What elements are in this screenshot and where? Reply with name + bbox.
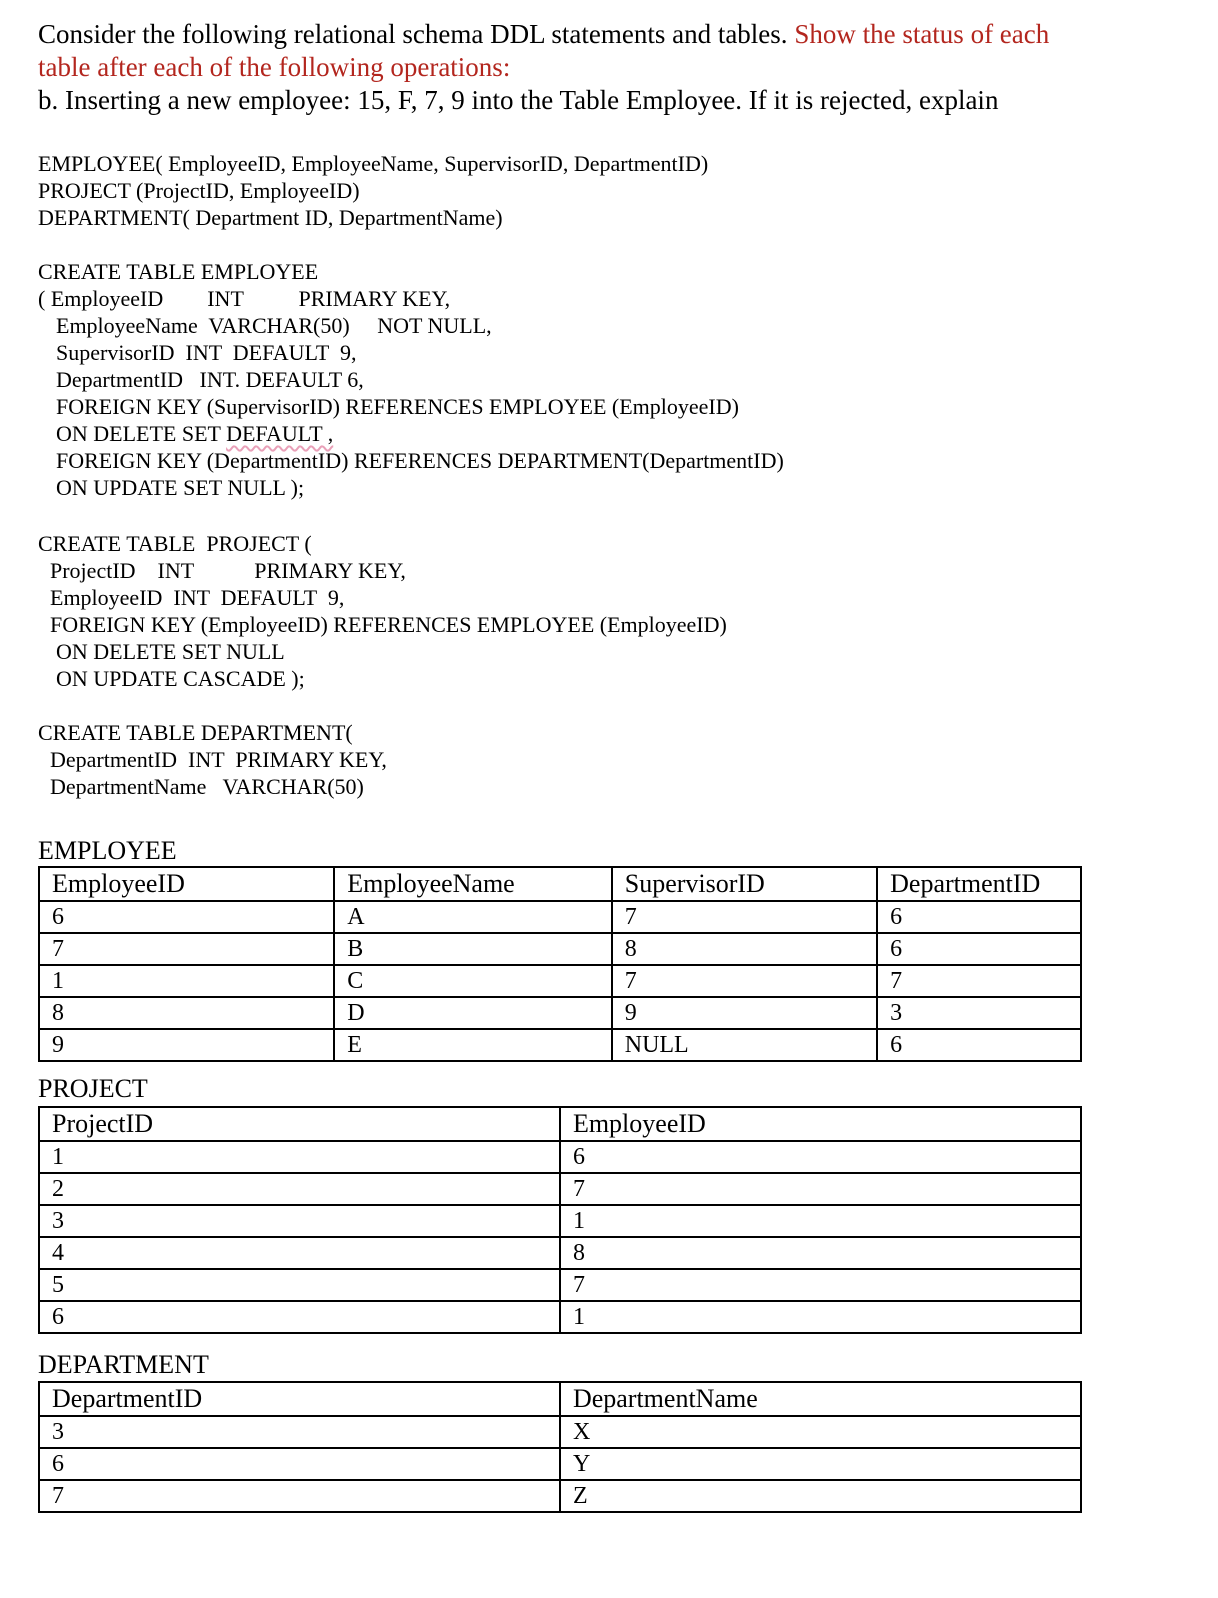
table-row [39,933,1081,965]
table-row [39,1141,1081,1173]
table-cell: 9 [612,997,877,1029]
table-cell: 7 [877,965,1081,997]
table-row [39,1301,1081,1333]
table-row [39,1029,1081,1061]
table-cell: 7 [612,965,877,997]
column-header: EmployeeID [560,1107,1081,1141]
ddl-employee [38,258,784,501]
table-cell: 1 [560,1301,1081,1333]
table-cell: 9 [39,1029,334,1061]
ddl-line: DepartmentName VARCHAR(50) [50,774,364,799]
table-cell: 8 [612,933,877,965]
ddl-project [38,530,727,692]
table-header-row [39,1107,1081,1141]
table-cell: 3 [39,1205,560,1237]
column-header: DepartmentID [39,1382,560,1416]
table-row [39,901,1081,933]
ddl-line: FOREIGN KEY (DepartmentID) REFERENCES DEPARTMENT(DepartmentID) [56,448,784,473]
ddl-line: DepartmentID INT. DEFAULT 6, [56,367,364,392]
table-cell: 8 [39,997,334,1029]
schema-line: DEPARTMENT( Department ID, DepartmentName) [38,205,503,230]
table-header-row [39,867,1081,901]
ddl-line: EmployeeID INT DEFAULT 9, [50,585,345,610]
table-cell: E [334,1029,612,1061]
table-cell: 3 [39,1416,560,1448]
department-table-title: DEPARTMENT [38,1350,209,1379]
table-row [39,1173,1081,1205]
ddl-line: EmployeeName VARCHAR(50) NOT NULL, [56,313,492,338]
table-cell: NULL [612,1029,877,1061]
table-cell: 1 [560,1205,1081,1237]
schema-line: EMPLOYEE( EmployeeID, EmployeeName, SupervisorID, DepartmentID) [38,151,709,176]
column-header: EmployeeName [334,867,612,901]
table-cell: Z [560,1480,1081,1512]
question-line-1-black: Consider the following relational schema DDL statements and tables. [38,19,795,49]
table-cell: 6 [39,901,334,933]
ddl-spellcheck-fragment: DEFAULT , [226,421,334,446]
table-cell: 4 [39,1237,560,1269]
table-row [39,1448,1081,1480]
table-cell: B [334,933,612,965]
table-cell: 6 [560,1141,1081,1173]
table-cell: 7 [39,933,334,965]
ddl-fragment: ON DELETE SET [56,421,227,446]
project-table-title: PROJECT [38,1074,148,1103]
table-cell: 6 [39,1301,560,1333]
table-cell: X [560,1416,1081,1448]
ddl-line: SupervisorID INT DEFAULT 9, [56,340,357,365]
column-header: SupervisorID [612,867,877,901]
table-cell: 6 [877,1029,1081,1061]
table-cell: 3 [877,997,1081,1029]
ddl-line: ON UPDATE SET NULL ); [56,475,305,500]
column-header: EmployeeID [39,867,334,901]
table-cell: 8 [560,1237,1081,1269]
department-table [38,1381,1082,1513]
table-cell: 7 [560,1173,1081,1205]
table-cell: 7 [560,1269,1081,1301]
table-row [39,1480,1081,1512]
table-cell: C [334,965,612,997]
ddl-line: DepartmentID INT PRIMARY KEY, [50,747,387,772]
table-header-row [39,1382,1081,1416]
ddl-line: ON DELETE SET NULL [56,639,285,664]
project-table [38,1106,1082,1334]
schema-line: PROJECT (ProjectID, EmployeeID) [38,178,360,203]
table-cell: 2 [39,1173,560,1205]
ddl-line: ProjectID INT PRIMARY KEY, [50,558,406,583]
ddl-line: FOREIGN KEY (EmployeeID) REFERENCES EMPLOYEE (EmployeeID) [50,612,727,637]
table-cell: 7 [612,901,877,933]
table-cell: 6 [877,933,1081,965]
ddl-line: FOREIGN KEY (SupervisorID) REFERENCES EMPLOYEE (EmployeeID) [56,394,739,419]
table-row [39,997,1081,1029]
ddl-department [38,719,387,800]
employee-table-title: EMPLOYEE [38,836,177,865]
question-line-1 [38,18,1198,51]
table-cell: D [334,997,612,1029]
table-cell: A [334,901,612,933]
question-text [38,18,1198,117]
table-row [39,1416,1081,1448]
table-cell: Y [560,1448,1081,1480]
ddl-line: CREATE TABLE PROJECT ( [38,531,312,556]
question-line-1-red: Show the status of each [794,19,1050,49]
table-cell: 6 [877,901,1081,933]
ddl-line: ON UPDATE CASCADE ); [56,666,305,691]
schema-summary [38,150,708,231]
table-row [39,965,1081,997]
ddl-line: CREATE TABLE DEPARTMENT( [38,720,353,745]
table-cell: 1 [39,965,334,997]
question-line-3: b. Inserting a new employee: 15, F, 7, 9 into the Table Employee. If it is rejected, explain [38,85,999,115]
table-cell: 5 [39,1269,560,1301]
column-header: DepartmentID [877,867,1081,901]
table-cell: 7 [39,1480,560,1512]
question-line-2: table after each of the following operations: [38,52,511,82]
column-header: ProjectID [39,1107,560,1141]
table-row [39,1237,1081,1269]
ddl-line: CREATE TABLE EMPLOYEE [38,259,319,284]
column-header: DepartmentName [560,1382,1081,1416]
table-row [39,1269,1081,1301]
ddl-line: ( EmployeeID INT PRIMARY KEY, [38,286,451,311]
table-row [39,1205,1081,1237]
table-cell: 6 [39,1448,560,1480]
employee-table [38,866,1082,1062]
table-cell: 1 [39,1141,560,1173]
ddl-line [38,420,784,447]
